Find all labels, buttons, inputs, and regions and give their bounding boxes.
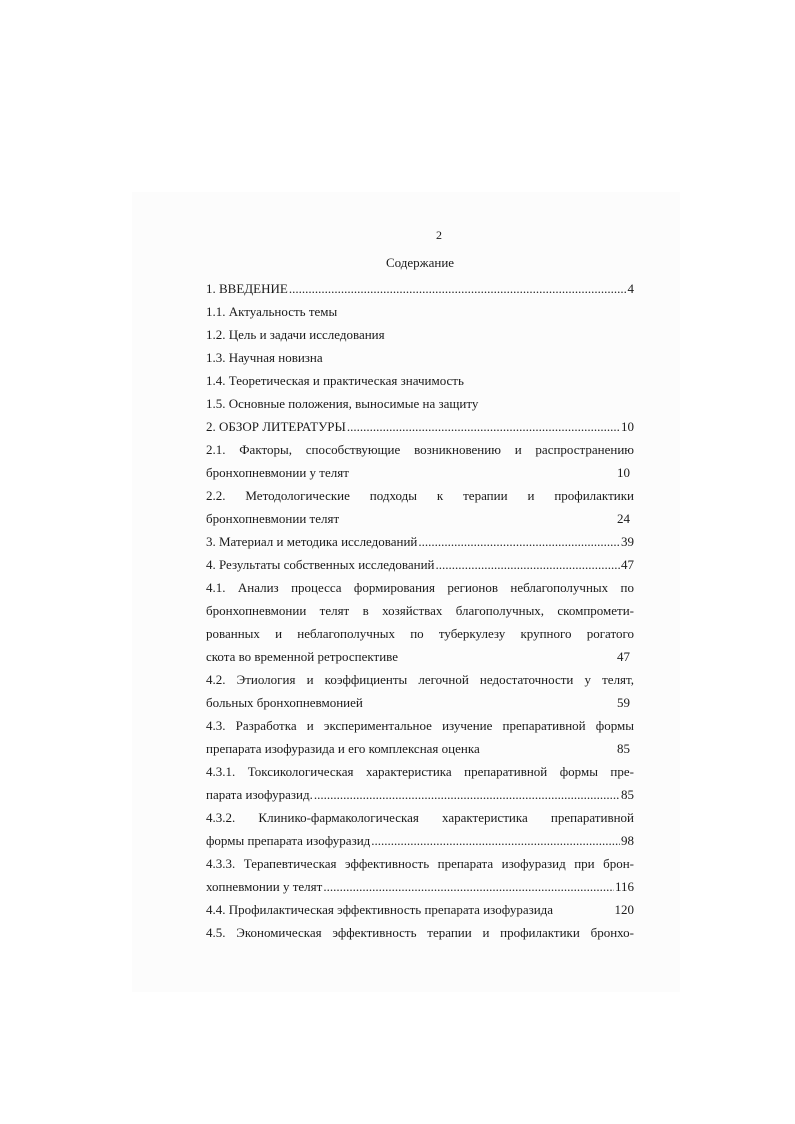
- toc-entry-title: 1.1. Актуальность темы: [206, 304, 338, 319]
- toc-entry-page: 85: [617, 741, 630, 756]
- toc-entry-page: 47: [621, 557, 634, 572]
- toc-leader-dots: [436, 553, 620, 576]
- toc-entry-title: 4. Результаты собственных исследований: [206, 557, 435, 572]
- toc-entry-analysis-line1: [206, 576, 634, 599]
- toc-entry-materials: [206, 530, 634, 553]
- toc-entry-title: 1.3. Научная новизна: [206, 350, 323, 365]
- toc-entry-title: 4.2. Этиология и коэффициенты легочной недостаточности у телят,: [206, 672, 634, 687]
- toc-entry-analysis-line3: [206, 622, 634, 645]
- toc-entry-economics: [206, 921, 634, 944]
- toc-entry-title: 4.3. Разработка и экспериментальное изучение препаративной формы: [206, 718, 634, 733]
- toc-entry-therapy-line1: [206, 852, 634, 875]
- toc-entry-page: 120: [614, 902, 634, 917]
- table-of-contents: [206, 277, 634, 944]
- toc-entry-literature-review: [206, 415, 634, 438]
- toc-entry-title-cont: формы препарата изофуразид: [206, 833, 371, 848]
- page-number: 2: [436, 228, 442, 242]
- toc-entry-page: 4: [627, 281, 634, 296]
- toc-entry-pharmacology-line2: [206, 829, 634, 852]
- toc-entry-prophylaxis: [206, 898, 634, 921]
- toc-entry-page: 10: [621, 419, 634, 434]
- toc-entry-analysis-line2: [206, 599, 634, 622]
- toc-entry-page: 47: [617, 649, 630, 664]
- toc-entry-title-cont: препарата изофуразида и его комплексная оценка: [206, 741, 480, 756]
- toc-entry-title: 4.3.2. Клинико-фармакологическая характеристика препаративной: [206, 810, 634, 825]
- toc-leader-dots: [289, 277, 627, 300]
- toc-title: Содержание: [385, 255, 455, 270]
- toc-entry-title-cont: больных бронхопневмонией: [206, 695, 363, 710]
- toc-entry-title: 4.3.1. Токсикологическая характеристика препаративной формы пре-: [206, 764, 634, 779]
- toc-entry-title: 4.5. Экономическая эффективность терапии и профилактики бронхо-: [206, 925, 634, 940]
- toc-entry-title-cont: парата изофуразид.: [206, 787, 313, 802]
- toc-entry-title: 1. ВВЕДЕНИЕ: [206, 281, 288, 296]
- toc-entry-title-cont: бронхопневмонии у телят: [206, 465, 349, 480]
- toc-leader-dots: [314, 783, 620, 806]
- toc-entry-factors-line2: [206, 461, 634, 484]
- toc-entry-factors-line1: [206, 438, 634, 461]
- toc-entry-title-cont: скота во временной ретроспективе: [206, 649, 398, 664]
- toc-entry-toxicology-line1: [206, 760, 634, 783]
- toc-entry-page: 24: [617, 511, 630, 526]
- toc-entry-page: 10: [617, 465, 630, 480]
- toc-entry-etiology-line1: [206, 668, 634, 691]
- toc-entry-introduction: [206, 277, 634, 300]
- toc-entry-pharmacology-line1: [206, 806, 634, 829]
- toc-entry-title: 1.4. Теоретическая и практическая значимость: [206, 373, 464, 388]
- toc-leader-dots: [418, 530, 620, 553]
- toc-entry-toxicology-line2: [206, 783, 634, 806]
- toc-entry-title-cont: бронхопневмонии телят: [206, 511, 340, 526]
- toc-entry-goals: [206, 323, 634, 346]
- toc-entry-etiology-line2: [206, 691, 634, 714]
- toc-leader-dots: [371, 829, 620, 852]
- toc-entry-page: 85: [621, 787, 634, 802]
- toc-entry-title-cont: бронхопневмонии телят в хозяйствах благополучных, скомпромети-: [206, 603, 634, 618]
- toc-entry-results: [206, 553, 634, 576]
- toc-entry-relevance: [206, 300, 634, 323]
- toc-leader-dots: [323, 875, 614, 898]
- toc-entry-title-cont: рованных и неблагополучных по туберкулезу крупного рогатого: [206, 626, 634, 641]
- toc-entry-page: 59: [617, 695, 630, 710]
- toc-entry-title: 4.3.3. Терапевтическая эффективность препарата изофуразид при брон-: [206, 856, 634, 871]
- toc-entry-title: 4.1. Анализ процесса формирования регионов неблагополучных по: [206, 580, 634, 595]
- toc-entry-title: 3. Материал и методика исследований: [206, 534, 418, 549]
- toc-entry-methods-line2: [206, 507, 634, 530]
- toc-entry-title: 1.5. Основные положения, выносимые на защиту: [206, 396, 479, 411]
- toc-entry-theses: [206, 392, 634, 415]
- toc-entry-analysis-line4: [206, 645, 634, 668]
- toc-entry-development-line2: [206, 737, 634, 760]
- toc-entry-methods-line1: [206, 484, 634, 507]
- toc-entry-title-cont: хопневмонии у телят: [206, 879, 323, 894]
- toc-entry-significance: [206, 369, 634, 392]
- toc-entry-therapy-line2: [206, 875, 634, 898]
- toc-entry-title: 2.2. Методологические подходы к терапии и профилактики: [206, 488, 634, 503]
- toc-entry-title: 1.2. Цель и задачи исследования: [206, 327, 385, 342]
- toc-entry-page: 116: [614, 879, 634, 894]
- toc-entry-title: 2. ОБЗОР ЛИТЕРАТУРЫ: [206, 419, 346, 434]
- toc-entry-development-line1: [206, 714, 634, 737]
- toc-entry-novelty: [206, 346, 634, 369]
- toc-leader-dots: [347, 415, 620, 438]
- toc-entry-title: 2.1. Факторы, способствующие возникновению и распространению: [206, 442, 634, 457]
- toc-entry-page: 39: [621, 534, 634, 549]
- toc-entry-title: 4.4. Профилактическая эффективность препарата изофуразида: [206, 902, 554, 917]
- toc-entry-page: 98: [621, 833, 634, 848]
